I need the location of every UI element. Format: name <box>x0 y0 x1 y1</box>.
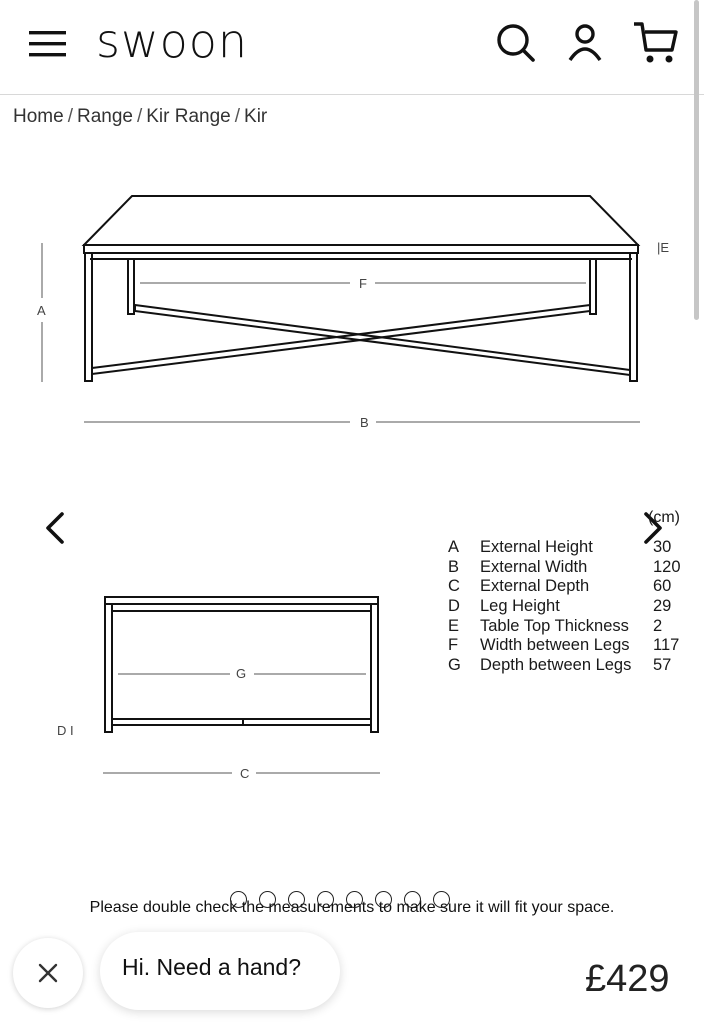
carousel-dot[interactable] <box>230 891 247 908</box>
carousel-dot[interactable] <box>288 891 305 908</box>
dim-label-g: G <box>236 666 247 681</box>
measurement-notice: Please double check the measurements to make sure it will fit your space. <box>89 899 615 916</box>
dim-label-b: B <box>360 415 369 430</box>
spec-table <box>448 538 688 676</box>
spec-code: C <box>448 577 460 596</box>
spec-code: G <box>448 656 461 675</box>
side-stretcher <box>112 719 371 725</box>
spec-unit: (cm) <box>648 509 680 526</box>
dim-label-f: F <box>359 276 367 291</box>
carousel-dot[interactable] <box>317 891 334 908</box>
spec-row <box>448 636 688 656</box>
breadcrumb-home[interactable]: Home <box>13 106 64 127</box>
spec-label: Width between Legs <box>480 636 630 655</box>
spec-label: External Depth <box>480 577 590 596</box>
spec-code: D <box>448 597 460 616</box>
spec-value: 29 <box>653 597 672 616</box>
dim-label-e: |E <box>657 240 670 255</box>
spec-label: External Height <box>480 538 593 556</box>
spec-value: 57 <box>653 656 672 675</box>
spec-row <box>448 617 688 637</box>
spec-code: A <box>448 538 460 556</box>
breadcrumb: Home / Range / Kir Range / Kir <box>13 106 268 127</box>
side-top <box>105 597 378 604</box>
spec-label: Depth between Legs <box>480 656 632 675</box>
carousel-dot[interactable] <box>433 891 450 908</box>
spec-row <box>448 597 688 617</box>
spec-value: 117 <box>653 636 680 655</box>
chevron-left-icon[interactable] <box>38 506 72 550</box>
carousel-dot[interactable] <box>346 891 363 908</box>
side-leg-right <box>371 604 378 732</box>
back-leg-left <box>128 259 134 314</box>
spec-value: 2 <box>653 616 663 635</box>
spec-row <box>448 656 688 676</box>
front-leg-left <box>85 253 92 381</box>
breadcrumb-range[interactable]: Range <box>76 106 133 127</box>
spec-row <box>448 558 688 578</box>
spec-code: B <box>448 557 460 576</box>
dim-label-c: C <box>240 766 250 781</box>
dim-label-a: A <box>37 303 46 318</box>
carousel-dot[interactable] <box>404 891 421 908</box>
close-icon <box>13 938 83 1008</box>
carousel-dots <box>230 891 450 911</box>
spec-code: F <box>448 636 459 655</box>
swoon-logo[interactable]: swoon <box>96 14 249 68</box>
spec-label: Table Top Thickness <box>480 616 629 635</box>
table-top-outline <box>84 196 638 245</box>
close-chat-button[interactable] <box>13 938 83 1008</box>
carousel-dot[interactable] <box>375 891 392 908</box>
chat-prompt-bubble[interactable] <box>100 932 340 1010</box>
dim-label-d: D I <box>57 723 74 738</box>
front-leg-right <box>630 253 637 381</box>
side-leg-left <box>105 604 112 732</box>
table-top-edge <box>84 245 638 253</box>
carousel-dot[interactable] <box>259 891 276 908</box>
spec-value: 120 <box>653 557 681 576</box>
spec-row <box>448 577 688 597</box>
spec-value: 30 <box>653 538 672 556</box>
product-price: £429 <box>585 958 670 1000</box>
breadcrumb-kir-range[interactable]: Kir Range <box>146 106 231 127</box>
spec-code: E <box>448 616 460 635</box>
chat-prompt-text: Hi. Need a hand? <box>122 954 302 980</box>
spec-label: External Width <box>480 557 588 576</box>
breadcrumb-kir[interactable]: Kir <box>244 106 268 127</box>
spec-value: 60 <box>653 577 672 596</box>
spec-label: Leg Height <box>480 597 560 616</box>
spec-row <box>448 538 688 558</box>
